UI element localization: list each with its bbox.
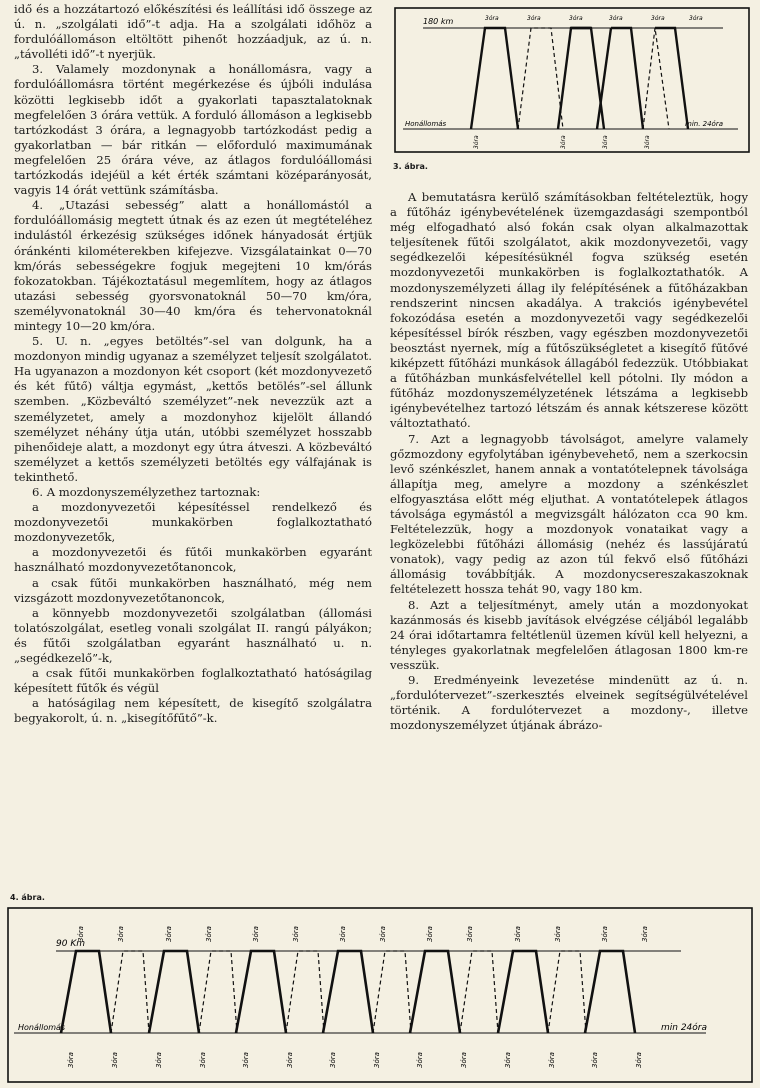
fig3-bottom-tick: 3óra <box>473 135 480 149</box>
left-column-paragraph: a mozdonyvezetői és fűtői munkakörben egyaránt használható mozdonyvezetőtanoncok, <box>14 545 372 575</box>
fig3-top-label: 180 km <box>423 17 454 26</box>
fig4-end-label: min 24óra <box>661 1023 708 1033</box>
fig4-bottom-tick: 3óra <box>548 1052 556 1068</box>
fig4-bottom-tick: 3óra <box>155 1052 163 1068</box>
fig4-trip-dashed <box>199 951 237 1033</box>
fig4-bottom-tick: 3óra <box>504 1052 512 1068</box>
fig4-top-tick: 3óra <box>117 926 125 942</box>
right-column-paragraph: 7. Azt a legnagyobb távolságot, amelyre valamely gőzmozdony egyfolytában igénybevehető, nem a szerkocsin levő szénkészlet, hanem annak a vontatótelepnek távolsága állapítja meg, amelyre a mozdony a szénkészlet elfogyasztása előtt még eljuthat. A vontatótelepek átlagos távolsága egymástól a megvizsgált hálózaton cca 90 km. Feltételezzük, hogy a mozdonyok vonataikat vagy a legközelebbi fűtőházi állomásig (nehéz és lassújáratú vonatok), vagy pedig az azon túl fekvő első fűtőházi állomásig továbbítják. A mozdonycsereszakaszoknak feltételezett hossza tehát 90, vagy 180 km. <box>390 431 748 597</box>
fig3-top-tick: 3óra <box>609 15 623 22</box>
fig4-bottom-tick: 3óra <box>591 1052 599 1068</box>
fig4-top-tick: 3óra <box>466 926 474 942</box>
fig4-bottom-tick-labels <box>67 1052 643 1068</box>
fig3-top-tick-labels <box>485 15 703 22</box>
fig4-top-tick: 3óra <box>205 926 213 942</box>
fig4-top-tick: 3óra <box>292 926 300 942</box>
fig4-trip-solid <box>585 951 635 1033</box>
fig3-bottom-tick: 3óra <box>644 135 651 149</box>
figure-3-caption: 3. ábra. <box>393 162 428 171</box>
fig4-top-label: 90 Km <box>56 939 85 949</box>
figure-4-diagram <box>6 906 756 1084</box>
fig4-bottom-tick: 3óra <box>286 1052 294 1068</box>
fig3-trip-3 <box>597 28 611 129</box>
fig3-trip-2 <box>558 28 604 129</box>
left-column-paragraph: 3. Valamely mozdonynak a honállomásra, vagy a fordulóállomásra történt megérkezése és újbóli indulása közötti legkisebb időt a gyakorlati tapasztalatoknak megfelelően 3 órára vettük. A forduló állomáson a legkisebb tartózkodást 3 órára, a legnagyobb tartózkodást pedig a gyakorlatban — bár ritkán — előforduló maximumának megfelelően 25 órára véve, az átlagos fordulóállomási tartózkodás idejéül a két érték számtani középarányosát, vagyis 14 órát vettünk számításba. <box>14 62 372 198</box>
fig3-bottom-tick: 3óra <box>602 135 609 149</box>
fig4-bottom-tick: 3óra <box>373 1052 381 1068</box>
fig3-trip-6 <box>655 28 688 129</box>
fig4-bottom-tick: 3óra <box>67 1052 75 1068</box>
fig4-top-tick: 3óra <box>514 926 522 942</box>
fig4-trip-dashed <box>548 951 586 1033</box>
fig4-trip-solid <box>61 951 111 1033</box>
fig4-top-tick: 3óra <box>601 926 609 942</box>
fig4-bottom-tick: 3óra <box>460 1052 468 1068</box>
figure-4-caption: 4. ábra. <box>10 893 45 902</box>
left-column-paragraph: 4. „Utazási sebesség” alatt a honállomástól a fordulóállomásig megtett útnak és az ezen út megtételéhez indulástól érkezésig szükséges időnek hányadosát értjük óránkénti kilométerekben kifejezve. Vizsgálatainkat 0—70 km/órás sebességekre fogjuk megejteni 10 km/órás fokozatokban. Tájékoztatásul megemlítem, hogy az átlagos utazási sebesség gyorsvonatoknál 50—70 km/óra, személyvonatoknál 30—40 km/óra és tehervonatoknál mintegy 10—20 km/óra. <box>14 198 372 333</box>
fig4-bottom-tick: 3óra <box>242 1052 250 1068</box>
left-column-paragraph: idő és a hozzátartozó előkészítési és leállítási idő összege az ú. n. „szolgálati idő”-t adja. Ha a szolgálati időhöz a fordulóállomáson eltöltött pihenőt hozzáadjuk, az ú. n. „távolléti idő”-t nyerjük. <box>14 2 372 62</box>
left-column-paragraph: a csak fűtői munkakörben foglalkoztatható hatóságilag képesített fűtők és végül <box>14 666 372 696</box>
fig4-trips <box>61 951 635 1033</box>
fig3-top-tick: 3óra <box>485 15 499 22</box>
left-column-text <box>14 2 372 727</box>
fig3-top-tick: 3óra <box>569 15 583 22</box>
fig3-top-tick: 3óra <box>527 15 541 22</box>
fig4-bottom-tick: 3óra <box>329 1052 337 1068</box>
fig4-bottom-tick: 3óra <box>635 1052 643 1068</box>
fig4-trip-dashed <box>373 951 411 1033</box>
left-column-paragraph: 6. A mozdonyszemélyzethez tartoznak: <box>32 485 261 499</box>
fig4-trip-dashed <box>286 951 324 1033</box>
fig3-end-label: min. 24óra <box>685 120 724 128</box>
right-column-paragraph: 9. Eredményeink levezetése mindenütt az ú. n. „fordulótervezet”-szerkesztés elveinek segítségülvételével történik. A fordulótervezet a mozdony-, illetve mozdonyszemélyzet útjának ábrázo- <box>390 673 748 733</box>
fig4-trip-solid <box>323 951 373 1033</box>
fig4-top-tick: 3óra <box>339 926 347 942</box>
fig4-bottom-label: Honállomás <box>18 1023 66 1032</box>
fig3-bottom-tick: 3óra <box>560 135 567 149</box>
fig3-bottom-tick-labels <box>473 135 651 149</box>
fig3-trip-5 <box>611 28 643 129</box>
left-column-paragraph: a hatóságilag nem képesített, de kisegítő szolgálatra begyakorolt, ú. n. „kisegítőfűtő”-k. <box>14 696 372 726</box>
fig4-top-tick: 3óra <box>252 926 260 942</box>
fig3-trip-dashed-1 <box>518 28 563 129</box>
fig4-top-tick: 3óra <box>641 926 649 942</box>
fig3-trip-dashed-2 <box>643 28 669 129</box>
left-column-paragraph: 5. U. n. „egyes betöltés”-sel van dolgunk, ha a mozdonyon mindig ugyanaz a személyzet teljesít szolgálatot. Ha ugyanazon a mozdonyon két csoport (két mozdonyvezető és két fűtő) váltja egymást, „kettős betölés”-sel állunk szemben. „Közbeváltó személyzet”-nek nevezzük azt a személyzetet, amely a mozdonyhoz kijelölt állandó személyzet néhány útja után, utóbbi személyzet hosszabb pihenőideje alatt, a mozdonyt egy útra átveszi. A közbeváltó személyzet a kettős személyzeti betöltés egy válfajának is tekinthető. <box>14 334 372 484</box>
fig4-trip-dashed <box>111 951 149 1033</box>
fig4-top-tick: 3óra <box>77 926 85 942</box>
fig3-bottom-label: Honállomás <box>405 120 447 128</box>
left-column-paragraph: a mozdonyvezetői képesítéssel rendelkező és mozdonyvezetői munkakörben foglalkoztatható mozdonyvezetők, <box>14 500 372 545</box>
right-column-paragraph: 8. Azt a teljesítményt, amely után a mozdonyokat kazánmosás és kisebb javítások elvégzése céljából legalább 24 órai időtartamra feltétlenül üzemen kívül kell helyezni, a tényleges gyakorlatnak megfelelően átlagosan 1800 km-re vesszük. <box>390 597 748 672</box>
right-column-paragraph: A bemutatásra kerülő számításokban feltételeztük, hogy a fűtőház igénybevételének üzemgazdasági szempontból még elfogadható alsó fokán csak olyan alkalmazottak teljesítenek fűtői szolgálatot, akik mozdonyvezetői, vagy segédkezelői képesítésüknél fogva szükség esetén mozdonyvezetői munkakörben is foglalkoztathatók. A mozdonyszemélyzeti állag ily felépítésének a fűtőházakban rendszerint nincsen akadálya. A trakciós igénybevétel fokozódása esetén a mozdonyvezetői vagy segédkezelői képesítéssel bírók részben, vagy egészben mozdonyvezetői beosztást nyernek, míg a fűtőszükségletet a kisegítő fűtővé kiképzett fűtőházi munkások állagából fedezzük. Utóbbiakat a fűtőházban munkásfelvétellel kell pótolni. Ily módon a fűtőház mozdonyszemélyzetének létszáma a legkisebb igénybevételhez tartozó létszám és annak kétszerese között változtatható. <box>390 190 748 431</box>
fig3-trip-1 <box>471 28 518 129</box>
fig4-trip-solid <box>410 951 460 1033</box>
fig4-bottom-tick: 3óra <box>199 1052 207 1068</box>
left-column-paragraph: a csak fűtői munkakörben használható, még nem vizsgázott mozdonyvezetőtanoncok, <box>14 575 372 605</box>
fig4-trip-solid <box>498 951 548 1033</box>
right-column-text <box>390 190 748 733</box>
figure-3-diagram <box>393 6 753 156</box>
fig3-top-tick: 3óra <box>689 15 703 22</box>
fig4-top-tick: 3óra <box>554 926 562 942</box>
fig4-trip-solid <box>149 951 199 1033</box>
fig4-top-tick: 3óra <box>426 926 434 942</box>
fig4-trip-dashed <box>460 951 498 1033</box>
left-column-paragraph: a könnyebb mozdonyvezetői szolgálatban (állomási tolatószolgálat, esetleg vonali szolgálat II. rangú pályákon; és fűtői szolgálatban egyaránt használható u. n. „segédkezelő”-k, <box>14 605 372 666</box>
fig4-bottom-tick: 3óra <box>111 1052 119 1068</box>
fig4-top-tick-labels <box>77 926 649 942</box>
fig3-top-tick: 3óra <box>651 15 665 22</box>
fig4-bottom-tick: 3óra <box>416 1052 424 1068</box>
fig4-top-tick: 3óra <box>379 926 387 942</box>
fig4-top-tick: 3óra <box>165 926 173 942</box>
fig4-trip-solid <box>236 951 286 1033</box>
